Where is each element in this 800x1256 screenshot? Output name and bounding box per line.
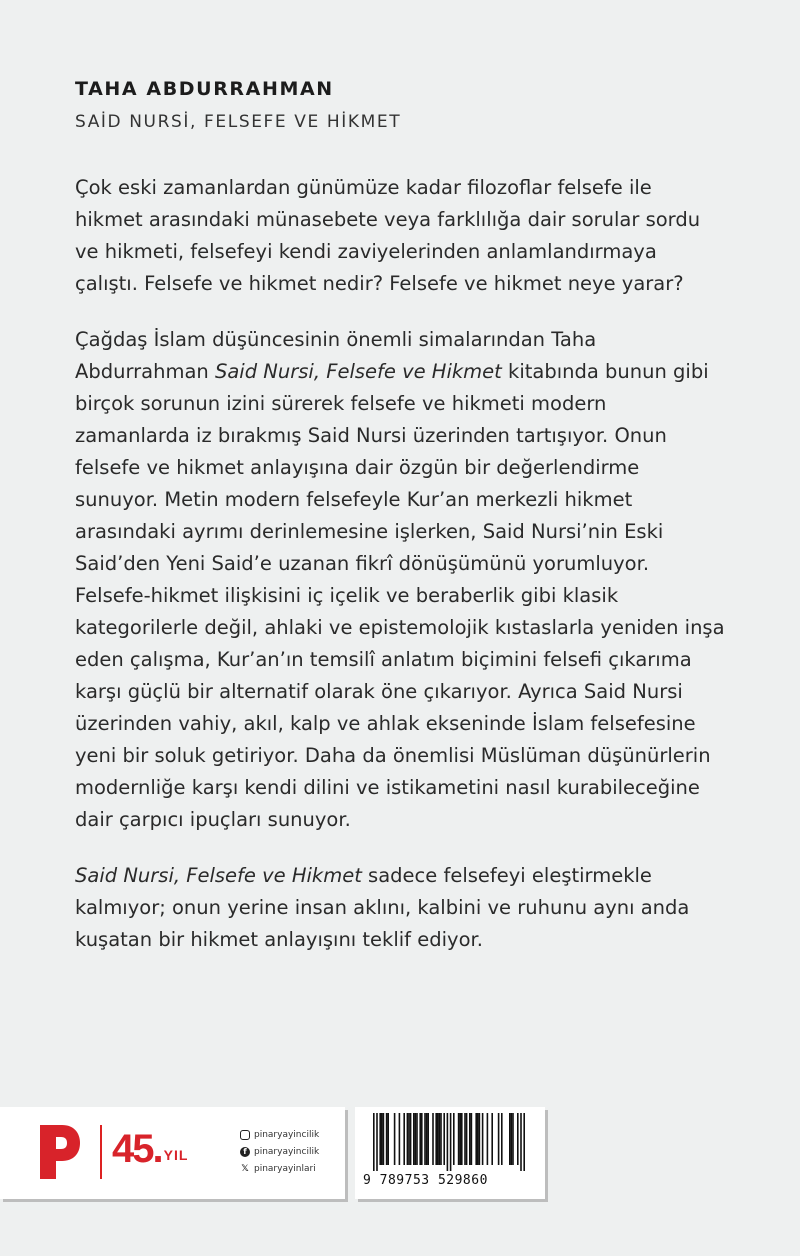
barcode-bar xyxy=(443,1113,445,1165)
barcode-bar xyxy=(517,1113,519,1165)
book-title-italic: Said Nursi, Felsefe ve Hikmet xyxy=(75,864,362,887)
social-link xyxy=(240,1143,319,1160)
barcode-bar xyxy=(394,1113,396,1165)
barcode-bar xyxy=(383,1113,385,1165)
barcode-bar xyxy=(447,1113,449,1171)
social-handle: pinaryayincilik xyxy=(254,1146,320,1157)
barcode-bar xyxy=(413,1113,415,1165)
social-link xyxy=(240,1160,319,1177)
barcode-bar xyxy=(410,1113,412,1165)
barcode-bar xyxy=(379,1113,381,1165)
barcode-bar xyxy=(424,1113,426,1165)
instagram-icon xyxy=(240,1130,250,1140)
barcode-bar xyxy=(464,1113,466,1165)
barcode-bar xyxy=(469,1113,471,1165)
barcode-bar xyxy=(501,1113,503,1165)
barcode-bar xyxy=(475,1113,477,1165)
paragraph-text: kitabında bunun gibi birçok sorunun izini sürerek felsefe ve hikmeti modern zamanlarda iz bırakmış Said Nursi üzerinden tartışıyor. Onun felsefe ve hikmet anlayışına dair özgün bir değerlendirme sunuyor. Metin modern felsefeyle Kur’an merkezli hikmet arasındaki ayrımı derinlemesine işlerken, Said Nursi’nin Eski Said’den Yeni Said’e uzanan fikrî dönüşümünü yorumluyor. Felsefe-hikmet ilişkisini iç içelik ve beraberlik gibi klasik kategorilerle değil, ahlaki ve epistemolojik kıstaslarla yeniden inşa eden çalışma, Kur’an’ın temsilî anlatım biçimini felsefi çıkarıma karşı güçlü bir alternatif olarak öne çıkarıyor. Ayrıca Said Nursi üzerinden vahiy, akıl, kalp ve ahlak ekseninde İslam felsefesine yeni bir soluk getiriyor. Daha da önemlisi Müslüman düşünürlerin modernliğe karşı kendi dilini ve istikametini nasıl kurabileceğine dair çarpıcı ipuçları sunuyor. xyxy=(75,360,725,831)
barcode-bar xyxy=(415,1113,417,1165)
publisher-logo-icon xyxy=(36,1121,82,1183)
anniversary-suffix: YIL xyxy=(163,1147,189,1163)
barcode-bar xyxy=(479,1113,481,1165)
paragraph-text: Çağdaş İslam düşüncesinin önemli simalarından Taha Abdurrahman xyxy=(75,328,597,383)
anniversary-badge xyxy=(112,1127,188,1172)
paragraph xyxy=(75,324,725,836)
barcode-bar xyxy=(458,1113,460,1165)
barcode-bar xyxy=(432,1113,434,1165)
barcode-bar xyxy=(450,1113,452,1171)
author-name: TAHA ABDURRAHMAN xyxy=(75,78,334,100)
barcode-bar xyxy=(435,1113,437,1165)
barcode-bar xyxy=(453,1113,455,1165)
barcode-bar xyxy=(471,1113,473,1165)
barcode-bar xyxy=(466,1113,468,1165)
barcode-icon xyxy=(373,1113,528,1173)
barcode-bar xyxy=(437,1113,439,1165)
barcode-bar xyxy=(520,1113,522,1171)
x-icon: 𝕏 xyxy=(241,1163,249,1174)
blurb-text xyxy=(75,172,725,980)
isbn-number: 9 789753 529860 xyxy=(363,1173,488,1188)
anniversary-number: 45. xyxy=(112,1127,162,1171)
social-links xyxy=(240,1126,319,1177)
barcode-bar xyxy=(376,1113,378,1171)
barcode-bar xyxy=(523,1113,525,1171)
barcode-bar xyxy=(498,1113,500,1165)
social-link xyxy=(240,1126,319,1143)
barcode-bar xyxy=(461,1113,463,1165)
barcode-bar xyxy=(421,1113,423,1165)
logo-divider xyxy=(100,1125,102,1179)
barcode-bar xyxy=(403,1113,405,1165)
barcode-bar xyxy=(426,1113,428,1165)
barcode-bar xyxy=(491,1113,493,1165)
barcode-bar xyxy=(419,1113,421,1165)
paragraph xyxy=(75,860,725,956)
barcode-bar xyxy=(399,1113,401,1165)
barcode-bar xyxy=(373,1113,375,1171)
barcode-bar xyxy=(381,1113,383,1165)
publisher-box xyxy=(0,1107,345,1199)
social-handle: pinaryayinlari xyxy=(254,1163,316,1174)
barcode-bar xyxy=(439,1113,441,1165)
barcode-bar xyxy=(440,1113,442,1165)
barcode-bar xyxy=(512,1113,514,1165)
book-title-italic: Said Nursi, Felsefe ve Hikmet xyxy=(214,360,502,383)
paragraph xyxy=(75,172,725,300)
barcode-bar xyxy=(482,1113,484,1165)
barcode-bar xyxy=(427,1113,429,1165)
book-title: SAİD NURSİ, FELSEFE VE HİKMET xyxy=(75,112,402,132)
barcode-box xyxy=(355,1107,545,1199)
barcode-bar xyxy=(477,1113,479,1165)
barcode-bar xyxy=(487,1113,489,1165)
barcode-bar xyxy=(387,1113,389,1165)
paragraph-text: sadece felsefeyi eleştirmekle kalmıyor; onun yerine insan aklını, kalbini ve ruhunu aynı anda kuşatan bir hikmet anlayışını teklif ediyor. xyxy=(75,864,690,951)
social-handle: pinaryayincilik xyxy=(254,1129,320,1140)
barcode-bar xyxy=(386,1113,388,1165)
barcode-bar xyxy=(511,1113,513,1165)
barcode-bar xyxy=(509,1113,511,1165)
barcode-bar xyxy=(408,1113,410,1165)
barcode-bar xyxy=(407,1113,409,1165)
paragraph-text: Çok eski zamanlardan günümüze kadar filozoflar felsefe ile hikmet arasındaki münasebete veya farklılığa dair sorular sordu ve hikmeti, felsefeyi kendi zaviyelerinden anlamlandırmaya çalıştı. Felsefe ve hikmet nedir? Felsefe ve hikmet neye yarar? xyxy=(75,176,701,295)
barcode-bar xyxy=(416,1113,418,1165)
barcode-bar xyxy=(459,1113,461,1165)
facebook-icon: f xyxy=(240,1147,250,1157)
